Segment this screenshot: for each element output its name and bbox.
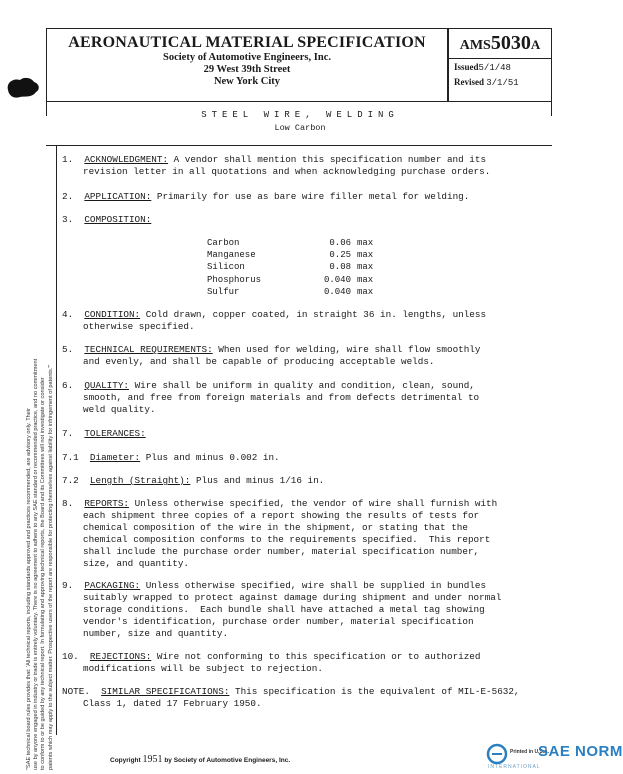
section-9-line-2: suitably wrapped to protect against damage during shipment and under normal <box>83 592 502 603</box>
composition-row: Phosphorus 0.040 max <box>207 274 374 285</box>
section-9-line-5: number, size and quantity. <box>83 628 229 639</box>
printed-label: Printed in U.S.A. <box>510 749 550 755</box>
section-8-line-4: chemical composition conforms to the requirements specified. This report <box>83 534 491 545</box>
composition-row: Sulfur 0.040 max <box>207 286 374 297</box>
ink-blot <box>2 72 42 102</box>
spec-title: AERONAUTICAL MATERIAL SPECIFICATION <box>68 34 426 51</box>
section-8-line-3: chemical composition of the wire in the shipment, or stating that the <box>83 522 468 533</box>
sae-logo-icon <box>486 743 508 765</box>
section-9-line-3: storage conditions. Each bundle shall have attached a metal tag showing <box>83 604 485 615</box>
side-disclaimer: "SAE technical board rules provides that: 'All technical reports, including standards approved and practices recommended, are advisory only. Their use by anyone engaged in industry or trade is entirely voluntary. There is no agreement to adhere to any SAE standard or recommended practice, and no commitment to conform to or be guided by any technical report. In formulating and approving technical reports, the Board and its Committees will not investigate or consider patents which may apply to the subject matter. Prospective users of the report are responsible for protecting themselves against liability for infringement of patents.'" <box>26 358 54 770</box>
section-5: 5. TECHNICAL REQUIREMENTS: When used for welding, wire shall flow smoothly <box>62 344 481 355</box>
doc-subtitle: Low Carbon <box>274 123 326 133</box>
section-10: 10. REJECTIONS: Wire not conforming to this specification or to authorized <box>62 651 481 662</box>
section-8-line-5: shall include the purchase order number, material specification number, <box>83 546 480 557</box>
section-9-line-4: vendor's identification, purchase order number, material specification <box>83 616 474 627</box>
section-7: 7. TOLERANCES: <box>62 428 146 439</box>
section-3: 3. COMPOSITION: <box>62 214 152 225</box>
composition-row: Manganese 0.25 max <box>207 250 374 261</box>
header-box <box>46 28 448 102</box>
note-line-2: Class 1, dated 17 February 1950. <box>83 698 262 709</box>
composition-row: Carbon 0.06 max <box>207 238 374 248</box>
society-address: 29 West 39th Street <box>203 64 291 75</box>
watermark-small: INTERNATIONAL <box>488 764 541 770</box>
section-6: 6. QUALITY: Wire shall be uniform in quality and condition, clean, sound, <box>62 380 475 391</box>
doc-title: STEEL WIRE, WELDING <box>201 110 399 120</box>
section-8-line-2: each shipment three copies of a report showing the results of tests for <box>83 510 480 521</box>
section-7-2: 7.2 Length (Straight): Plus and minus 1/16 in. <box>62 475 325 486</box>
note: NOTE. SIMILAR SPECIFICATIONS: This specification is the equivalent of MIL-E-5632, <box>62 686 520 697</box>
copyright: Copyright 1951 by Society of Automotive Engineers, Inc. <box>110 754 291 765</box>
section-8-line-6: size, and quantity. <box>83 558 190 569</box>
society-city: New York City <box>213 76 281 87</box>
title-rule <box>46 145 552 146</box>
section-9: 9. PACKAGING: Unless otherwise specified, wire shall be supplied in bundles <box>62 580 487 591</box>
section-7-1: 7.1 Diameter: Plus and minus 0.002 in. <box>62 452 280 463</box>
section-6-line-2: smooth, and free from foreign materials and from defects detrimental to <box>83 392 480 403</box>
issued-date: Issued5/1/48 <box>454 62 511 73</box>
section-2: 2. APPLICATION: Primarily for use as bare wire filler metal for welding. <box>62 191 470 202</box>
spec-id-box <box>448 28 552 102</box>
section-5-line-2: and evenly, and shall be capable of producing acceptable welds. <box>83 356 435 367</box>
section-4-line-2: otherwise specified. <box>83 321 195 332</box>
section-1-line-2: revision letter in all quotations and when acknowledging purchase orders. <box>83 166 491 177</box>
section-10-line-2: modifications will be subject to rejection. <box>83 663 323 674</box>
section-8: 8. REPORTS: Unless otherwise specified, the vendor of wire shall furnish with <box>62 498 498 509</box>
revised-date: Revised 3/1/51 <box>454 77 519 88</box>
section-1: 1. ACKNOWLEDGMENT: A vendor shall mention this specification number and its <box>62 154 487 165</box>
section-6-line-3: weld quality. <box>83 404 156 415</box>
composition-table <box>207 237 373 298</box>
section-4: 4. CONDITION: Cold drawn, copper coated, in straight 36 in. lengths, unless <box>62 309 487 320</box>
composition-row: Silicon 0.08 max <box>207 262 374 273</box>
society-name: Society of Automotive Engineers, Inc. <box>163 52 331 63</box>
watermark-text: SAE NORM <box>538 743 623 760</box>
ams-number: AMS5030A <box>459 32 541 54</box>
sae-norm-watermark <box>486 741 623 771</box>
